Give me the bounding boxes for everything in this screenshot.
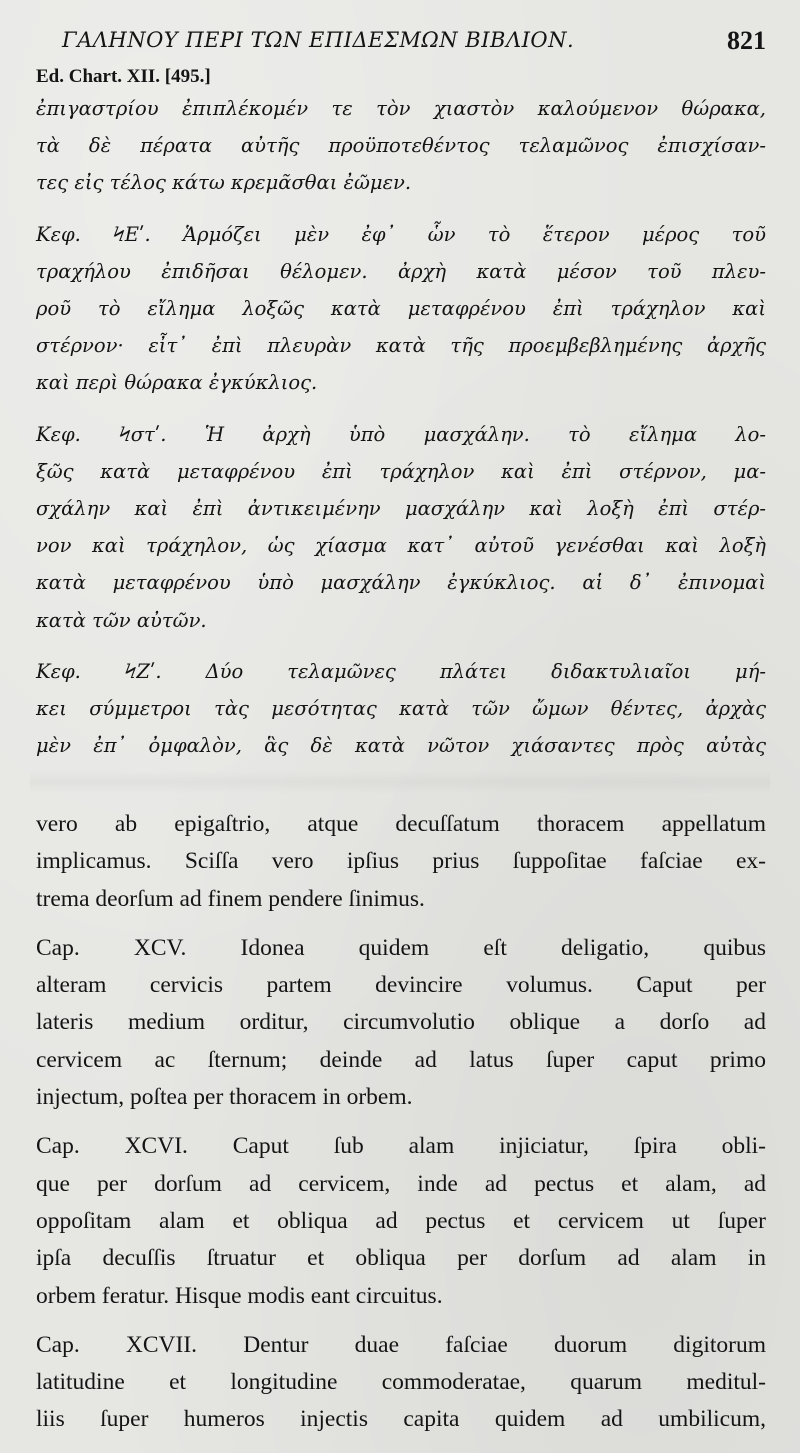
text-line: alteram cervicis partem devincire volumus. Caput per	[36, 972, 766, 999]
text-line: vero ab epigaſtrio, atque decuſſatum thoracem appellatum	[36, 811, 766, 837]
text-line: orbem feratur. Hisque modis eant circuitus.	[36, 1282, 443, 1309]
text-line: κατὰ τῶν αὐτῶν.	[36, 608, 207, 632]
text-line: implicamus. Sciſſa vero ipſius prius ſuppoſitae faſciae ex-	[36, 848, 766, 875]
latin-text-block	[36, 806, 766, 1439]
text-line: liis ſuper humeros injectis capita quidem ad umbilicum,	[36, 1406, 766, 1433]
text-line: σχάλην καὶ ἐπὶ ἀντικειμένην μασχάλην καὶ λοξὴ ἐπὶ στέρ-	[36, 497, 766, 521]
edition-reference: Ed. Chart. XII. [495.]	[36, 66, 211, 87]
text-line: latitudine et longitudine commoderatae, quarum meditul-	[36, 1369, 766, 1396]
text-line: Cap. XCVI. Caput ſub alam injiciatur, ſpira obli-	[36, 1133, 766, 1160]
text-line: injectum, poſtea per thoracem in orbem.	[36, 1084, 413, 1111]
text-line: στέρνον· εἶτ᾽ ἐπὶ πλευρὰν κατὰ τῆς προεμβεβλημένης ἀρχῆς	[36, 334, 766, 358]
text-line: ροῦ τὸ εἴλημα λοξῶς κατὰ μεταφρένου ἐπὶ τράχηλον καὶ	[36, 297, 766, 321]
latin-paragraph	[36, 930, 766, 1116]
text-line: cervicem ac ſternum; deinde ad latus ſuper caput primo	[36, 1046, 766, 1073]
latin-paragraph	[36, 806, 766, 918]
greek-paragraph	[36, 90, 766, 202]
text-line: oppoſitam alam et obliqua ad pectus et cervicem ut ſuper	[36, 1207, 766, 1234]
text-line: Κεφ. ϞΖʹ. Δύο τελαμῶνες πλάτει διδακτυλιαῖοι μή-	[36, 659, 766, 683]
text-line: ipſa decuſſis ſtruatur et obliqua per dorſum ad alam in	[36, 1245, 766, 1272]
text-line: Cap. XCV. Idonea quidem eſt deligatio, quibus	[36, 934, 766, 961]
text-line: κατὰ μεταφρένου ὑπὸ μασχάλην ἐγκύκλιος. αἱ δ᾽ ἐπινομαὶ	[36, 571, 766, 595]
text-line: ξῶς κατὰ μεταφρένου ἐπὶ τράχηλον καὶ ἐπὶ στέρνον, μα-	[36, 459, 766, 483]
text-line: Κεφ. ϞΕʹ. Ἁρμόζει μὲν ἐφ᾽ ὧν τὸ ἕτερον μέρος τοῦ	[36, 222, 766, 246]
text-line: μὲν ἐπ᾽ ὀμφαλὸν, ἃς δὲ κατὰ νῶτον χιάσαντες πρὸς αὐτὰς	[36, 734, 766, 758]
latin-paragraph	[36, 1327, 766, 1439]
text-line: κει σύμμετροι τὰς μεσότητας κατὰ τῶν ὤμων θέντες, ἀρχὰς	[36, 697, 766, 721]
page-header	[36, 28, 766, 60]
page-number: 821	[727, 26, 766, 55]
text-line: Cap. XCVII. Dentur duae faſciae duorum digitorum	[36, 1331, 766, 1358]
text-line: τες εἰς τέλος κάτω κρεμᾶσθαι ἐῶμεν.	[36, 171, 412, 195]
greek-paragraph	[36, 416, 766, 639]
text-line: que per dorſum ad cervicem, inde ad pectus et alam, ad	[36, 1170, 766, 1197]
text-line: καὶ περὶ θώρακα ἐγκύκλιος.	[36, 371, 318, 395]
running-title: ΓΑΛΗΝΟΥ ΠΕΡΙ ΤΩΝ ΕΠΙΔΕΣΜΩΝ ΒΙΒΛΙΟΝ.	[62, 28, 575, 52]
text-line: trema deorſum ad finem pendere ſinimus.	[36, 885, 425, 912]
greek-text-block	[36, 90, 766, 764]
text-line: lateris medium orditur, circumvolutio oblique a dorſo ad	[36, 1009, 766, 1036]
greek-paragraph	[36, 216, 766, 402]
latin-paragraph	[36, 1128, 766, 1314]
greek-paragraph	[36, 653, 766, 765]
text-line: τραχήλου ἐπιδῆσαι θέλομεν. ἀρχὴ κατὰ μέσον τοῦ πλευ-	[36, 259, 766, 283]
text-line: Κεφ. Ϟστʹ. Ἡ ἀρχὴ ὑπὸ μασχάλην. τὸ εἴλημα λο-	[36, 422, 766, 446]
text-line: ἐπιγαστρίου ἐπιπλέκομέν τε τὸν χιαστὸν καλούμενον θώρακα,	[36, 97, 766, 120]
text-line: νον καὶ τράχηλον, ὡς χίασμα κατ᾽ αὐτοῦ γενέσθαι καὶ λοξὴ	[36, 534, 766, 558]
show-through-shadow	[30, 770, 770, 794]
text-line: τὰ δὲ πέρατα αὐτῆς προϋποτεθέντος τελαμῶνος ἐπισχίσαν-	[36, 134, 766, 158]
